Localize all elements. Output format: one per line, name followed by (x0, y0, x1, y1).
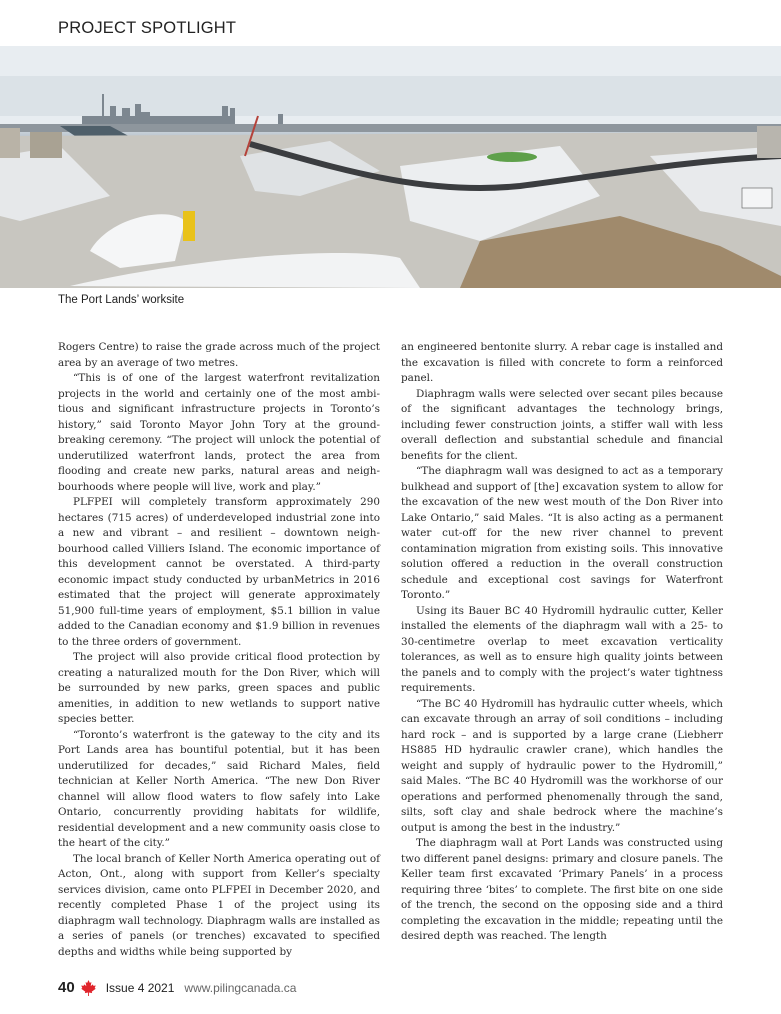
paragraph: Diaphragm walls were selected over secant piles because of the significant advantages the technology brings, including fewer construction joints, a stiffer wall with less overall deflection and substantial schedule and financial benefits for the client. (401, 387, 723, 462)
paragraph: an engineered bentonite slurry. A rebar cage is installed and the excavation is filled with concrete to form a reinforced panel. (401, 341, 723, 384)
page-footer (58, 979, 296, 996)
paragraph: “The BC 40 Hydromill has hydraulic cutter wheels, which can excavate through an array of soil conditions – including hard rock – and is supported by a large crane (Liebherr HS885 HD hydraulic crawler crane), which handles the weight and supply of hydraulic power to the Hydromill,” said Males. “The BC 40 Hydromill was the workhorse of our operations and performed phenomenally through the sand, silts, soft clay and shale bedrock where the machine’s output is among the best in the industry.” (401, 697, 723, 834)
photo-caption: The Port Lands’ worksite (58, 294, 185, 306)
paragraph: PLFPEI will completely transform approximately 290 hectares (715 acres) of underdeveloped industrial zone into a new and vibrant – and resilient – downtown neighbourhood called Villiers Island. The economic importance of this development cannot be overstated. A third-party economic impact study conducted by urbanMetrics in 2016 estimated that the project will generate approximately 51,900 full-time years of employment, $5.1 billion in value added to the Canadian economy and $1.9 billion in revenues to the three orders of government. (58, 496, 380, 648)
silos-left (0, 128, 20, 158)
green-field (487, 152, 537, 162)
paragraph: Rogers Centre) to raise the grade across much of the project area by an average of two metres. (58, 341, 380, 369)
paragraph: The local branch of Keller North America operating out of Acton, Ont., along with support from Keller’s specialty services division, came onto PLFPEI in December 2020, and recently completed Phase 1 of the project using its diaphragm wall technology. Diaphragm walls are installed as a series of panels (or trenches) excavated to specified depths and widths while being supported by (58, 852, 380, 958)
silos-right (757, 126, 781, 158)
cloud-band (0, 76, 781, 116)
issue-label: Issue 4 2021 (105, 980, 175, 995)
page-number: 40 (58, 979, 75, 996)
worksite-photo (0, 46, 781, 288)
section-label: PROJECT SPOTLIGHT (58, 19, 237, 37)
hydromill-rig (183, 211, 195, 241)
paragraph: “This is of one of the largest waterfront revitalization projects in the world and certainly one of the most ambitious and significant infrastructure projects in Toronto’s history,” said Toronto Mayor John Tory at the groundbreaking ceremony. “The project will unlock the potential of underutilized waterfront lands, protect the area from flooding and create new parks, natural areas and neighbourhoods where people will live, work and play.” (58, 372, 380, 493)
paragraph: The diaphragm wall at Port Lands was constructed using two different panel designs: primary and closure panels. The Keller team first excavated ‘Primary Panels’ in a process requiring three ‘bites’ to complete. The first bite on one side of the trench, the second on the opposing side and a third completing the excavation in the middle; repeating until the desired depth was reached. The length (401, 837, 723, 942)
paragraph: The project will also provide critical flood protection by creating a naturalized mouth for the Don River, which will be surrounded by new parks, green spaces and public amenities, in addition to new wetlands to support native species better. (58, 651, 380, 725)
paragraph: Using its Bauer BC 40 Hydromill hydraulic cutter, Keller installed the elements of the diaphragm wall with a 25- to 30-centimetre overlap to meet excavation verticality tolerances, as well as to ensure high quality joints between the panels and to comply with the project’s water tightness requirements. (401, 604, 723, 694)
plant-building (30, 132, 62, 158)
maple-leaf-icon (81, 980, 96, 996)
article-column-left (58, 340, 380, 960)
white-building (742, 188, 772, 208)
article-column-right (401, 340, 723, 945)
worksite-photo-illustration (0, 46, 781, 288)
website-link[interactable]: www.pilingcanada.ca (184, 980, 297, 995)
paragraph: “Toronto’s waterfront is the gateway to the city and its Port Lands area has bountiful potential, but it has been underutilized for decades,” said Richard Males, field technician at Keller North America. “The new Don River channel will allow flood waters to flow safely into Lake Ontario, concurrently providing habitats for wildlife, residential development and a new community oasis close to the heart of the city.” (58, 728, 380, 849)
paragraph: “The diaphragm wall was designed to act as a temporary bulkhead and support of [the] excavation system to allow for the excavation of the new west mouth of the Don River into Lake Ontario,” said Males. “It is also acting as a permanent water cut-off for the new river channel to prevent contamination migration from existing soils. This innovative solution offered a reduction in the overall construction schedule and exceptional cost savings for Waterfront Toronto.” (401, 465, 723, 601)
